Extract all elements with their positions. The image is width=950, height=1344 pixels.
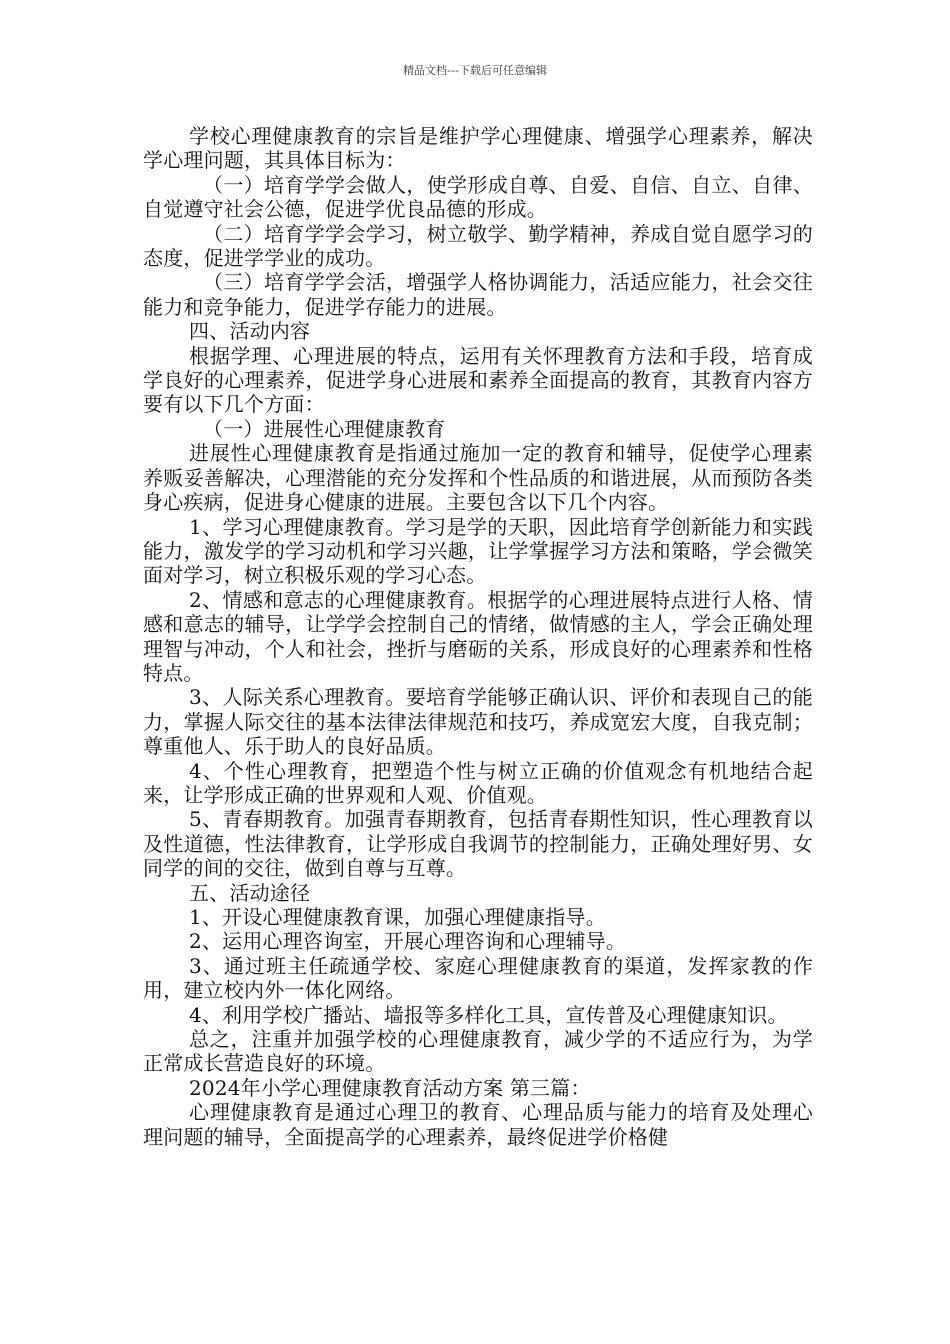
paragraph-purpose: 学校心理健康教育的宗旨是维护学心理健康、增强学心理素养，解决学心理问题，其具体目标为： xyxy=(143,124,813,173)
document-body xyxy=(143,124,813,1149)
section-heading-activity-approach: 五、活动途径 xyxy=(189,880,311,905)
paragraph-developmental-definition: 进展性心理健康教育是指通过施加一定的教育和辅导，促使学心理素养贩妥善解决，心理潜能的充分发挥和个性品质的和谐进展，从而预防各类身心疾病，促进身心健康的进展。主要包含以下几个内容。 xyxy=(143,441,813,515)
paragraph-conclusion: 总之，注重并加强学校的心理健康教育，减少学的不适应行为，为学正常成长营造良好的环境。 xyxy=(143,1027,813,1076)
paragraph-approach-4: 4、利用学校广播站、墙报等多样化工具，宣传普及心理健康知识。 xyxy=(189,1002,788,1027)
section-heading-activity-content: 四、活动内容 xyxy=(189,319,311,344)
paragraph-goal-2: （二）培育学学会学习，树立敬学、勤学精神，养成自觉自愿学习的态度，促进学学业的成功。 xyxy=(143,221,813,271)
paragraph-part-three-intro: 心理健康教育是通过心理卫的教育、心理品质与能力的培育及处理心理问题的辅导，全面提高学的心理素养，最终促进学价格健 xyxy=(143,1100,813,1149)
paragraph-goal-3: （三）培育学学会活，增强学人格协调能力，活适应能力，社会交往能力和竞争能力，促进学存能力的进展。 xyxy=(143,270,813,319)
paragraph-item-personality: 4、个性心理教育，把塑造个性与树立正确的价值观念有机地结合起来，让学形成正确的世界观和人观、价值观。 xyxy=(143,758,813,807)
paragraph-item-emotion-will: 2、情感和意志的心理健康教育。根据学的心理进展特点进行人格、情感和意志的辅导，让学学会控制自己的情绪，做情感的主人，学会正确处理理智与冲动，个人和社会，挫折与磨砺的关系，形成良好的心理素养和性格特点。 xyxy=(143,587,813,685)
paragraph-item-learning: 1、学习心理健康教育。学习是学的天职，因此培育学创新能力和实践能力，激发学的学习动机和学习兴趣，让学掌握学习方法和策略，学会微笑面对学习，树立积极乐观的学习心态。 xyxy=(143,514,813,588)
paragraph-item-interpersonal: 3、人际关系心理教育。要培育学能够正确认识、评价和表现自己的能力，掌握人际交往的基本法律法律规范和技巧，养成宽宏大度，自我克制；尊重他人、乐于助人的良好品质。 xyxy=(143,685,813,759)
paragraph-item-adolescence: 5、青春期教育。加强青春期教育，包括青春期性知识，性心理教育以及性道德，性法律教育，让学形成自我调节的控制能力，正确处理好男、女同学的间的交往，做到自尊与互尊。 xyxy=(143,807,813,881)
paragraph-content-intro: 根据学理、心理进展的特点，运用有关怀理教育方法和手段，培育成学良好的心理素养，促进学身心进展和素养全面提高的教育，其教育内容方要有以下几个方面： xyxy=(143,343,813,417)
paragraph-approach-1: 1、开设心理健康教育课，加强心理健康指导。 xyxy=(189,905,606,929)
paragraph-approach-3: 3、通过班主任疏通学校、家庭心理健康教育的渠道，发挥家教的作用，建立校内外一体化网络。 xyxy=(143,953,813,1003)
paragraph-approach-2: 2、运用心理咨询室，开展心理咨询和心理辅导。 xyxy=(189,929,627,954)
page-header: 精品文档---下载后可任意编辑 xyxy=(403,64,547,77)
paragraph-goal-1: （一）培育学学会做人，使学形成自尊、自爱、自信、自立、自律、自觉遵守社会公德，促进学优良品德的形成。 xyxy=(143,172,813,222)
subheading-developmental-education: （一）进展性心理健康教育 xyxy=(203,416,446,441)
section-title-part-three: 2024年小学心理健康教育活动方案 第三篇： xyxy=(189,1075,591,1100)
